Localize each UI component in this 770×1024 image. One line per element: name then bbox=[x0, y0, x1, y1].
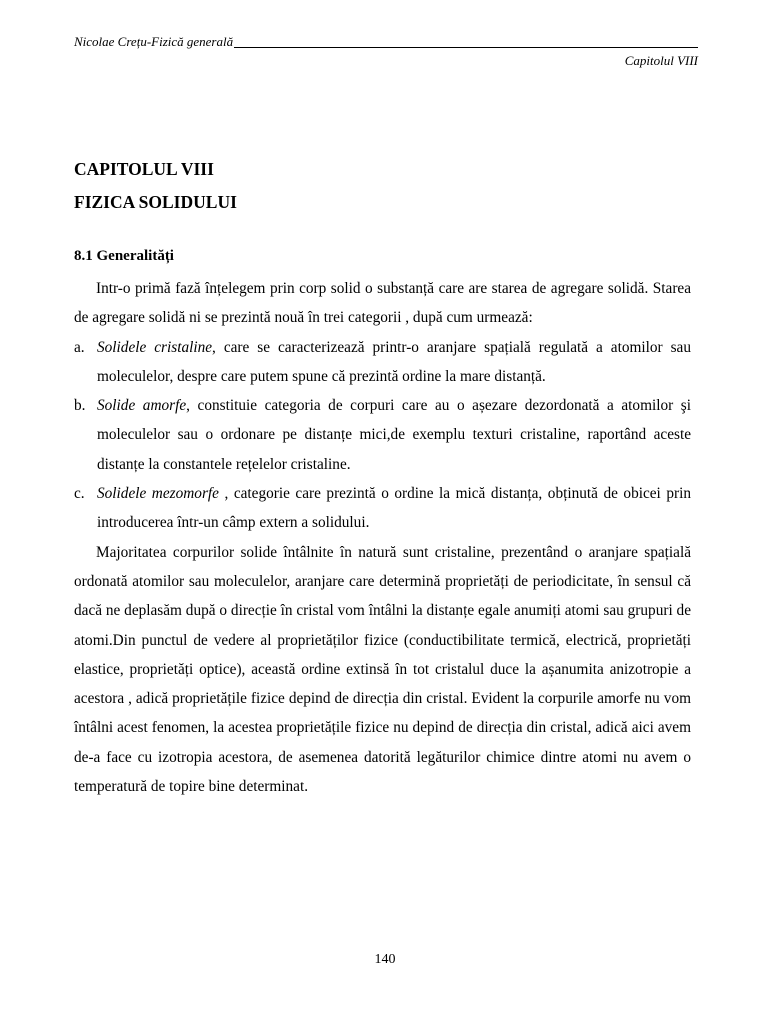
list-item bbox=[74, 479, 691, 538]
list-item-label: c. bbox=[74, 485, 85, 503]
header-author-title: Nicolae Crețu-Fizică generală bbox=[74, 34, 234, 49]
intro-paragraph: Intr-o primă fază înțelegem prin corp solid o substanță care are starea de agregare solidă. Starea de agregare solidă ni se prezintă nouă în trei categorii , după cum urmează: bbox=[74, 280, 691, 327]
body-paragraph: Majoritatea corpurilor solide întâlnite în natură sunt cristaline, prezentând o aranjare spațială ordonată atomilor sau moleculelor, aranjare care determină proprietăți de periodicitate, în sensul că dacă ne deplasăm după o direcție în cristal vom întâlni la distanțe egale anumiți atomi sau grupuri de atomi.Din punctul de vedere al proprietăților fizice (conductibilitate termică, electrică, proprietăți elastice, proprietăți optice), această ordine extinsă în tot cristalul duce la așanumita anizotropie a acestora , adică proprietățile fizice depind de direcția din cristal. Evident la corpurile amorfe nu vom întâlni acest fenomen, la acestea proprietățile fizice nu depind de direcția din cristal, adică aici avem de-a face cu izotropia acestora, de asemenea datorită legăturilor chimice dintre atomi nu avem o temperatură de topire bine determinat. bbox=[74, 543, 691, 796]
header-chapter: Capitolul VIII bbox=[624, 53, 698, 68]
list-item bbox=[74, 391, 691, 479]
list-item-label: a. bbox=[74, 338, 85, 356]
header-rule bbox=[234, 47, 698, 48]
list-item bbox=[74, 333, 691, 392]
list-item-label: b. bbox=[74, 397, 86, 415]
page-number: 140 bbox=[374, 952, 396, 967]
list-item-text: , constituie categoria de corpuri care au o așezare dezordonată a atomilor şi moleculelor sau o ordonare pe distanțe mici,de exemplu texturi cristaline, raportând aceste distanțe la constantele rețelelor cristaline. bbox=[97, 397, 691, 473]
chapter-name: FIZICA SOLIDULUI bbox=[74, 192, 237, 212]
section-title: 8.1 Generalități bbox=[74, 248, 174, 264]
list-item-term: Solidele cristaline bbox=[97, 338, 213, 356]
body-text bbox=[74, 274, 691, 801]
chapter-number: CAPITOLUL VIII bbox=[74, 159, 214, 179]
list-item-text: , care se caracterizează printr-o aranjare spațială regulată a atomilor sau moleculelor, despre care putem spune că prezintă ordine la mare distanță. bbox=[97, 338, 691, 385]
page-header bbox=[74, 34, 698, 69]
header-line bbox=[74, 34, 698, 50]
chapter-title bbox=[74, 153, 237, 219]
list-item-term: Solide amorfe bbox=[97, 397, 187, 415]
list-item-term: Solidele mezomorfe bbox=[97, 485, 219, 503]
list-item-text: , categorie care prezintă o ordine la mică distanța, obținută de obicei prin introducerea într-un câmp extern a solidului. bbox=[97, 485, 691, 532]
